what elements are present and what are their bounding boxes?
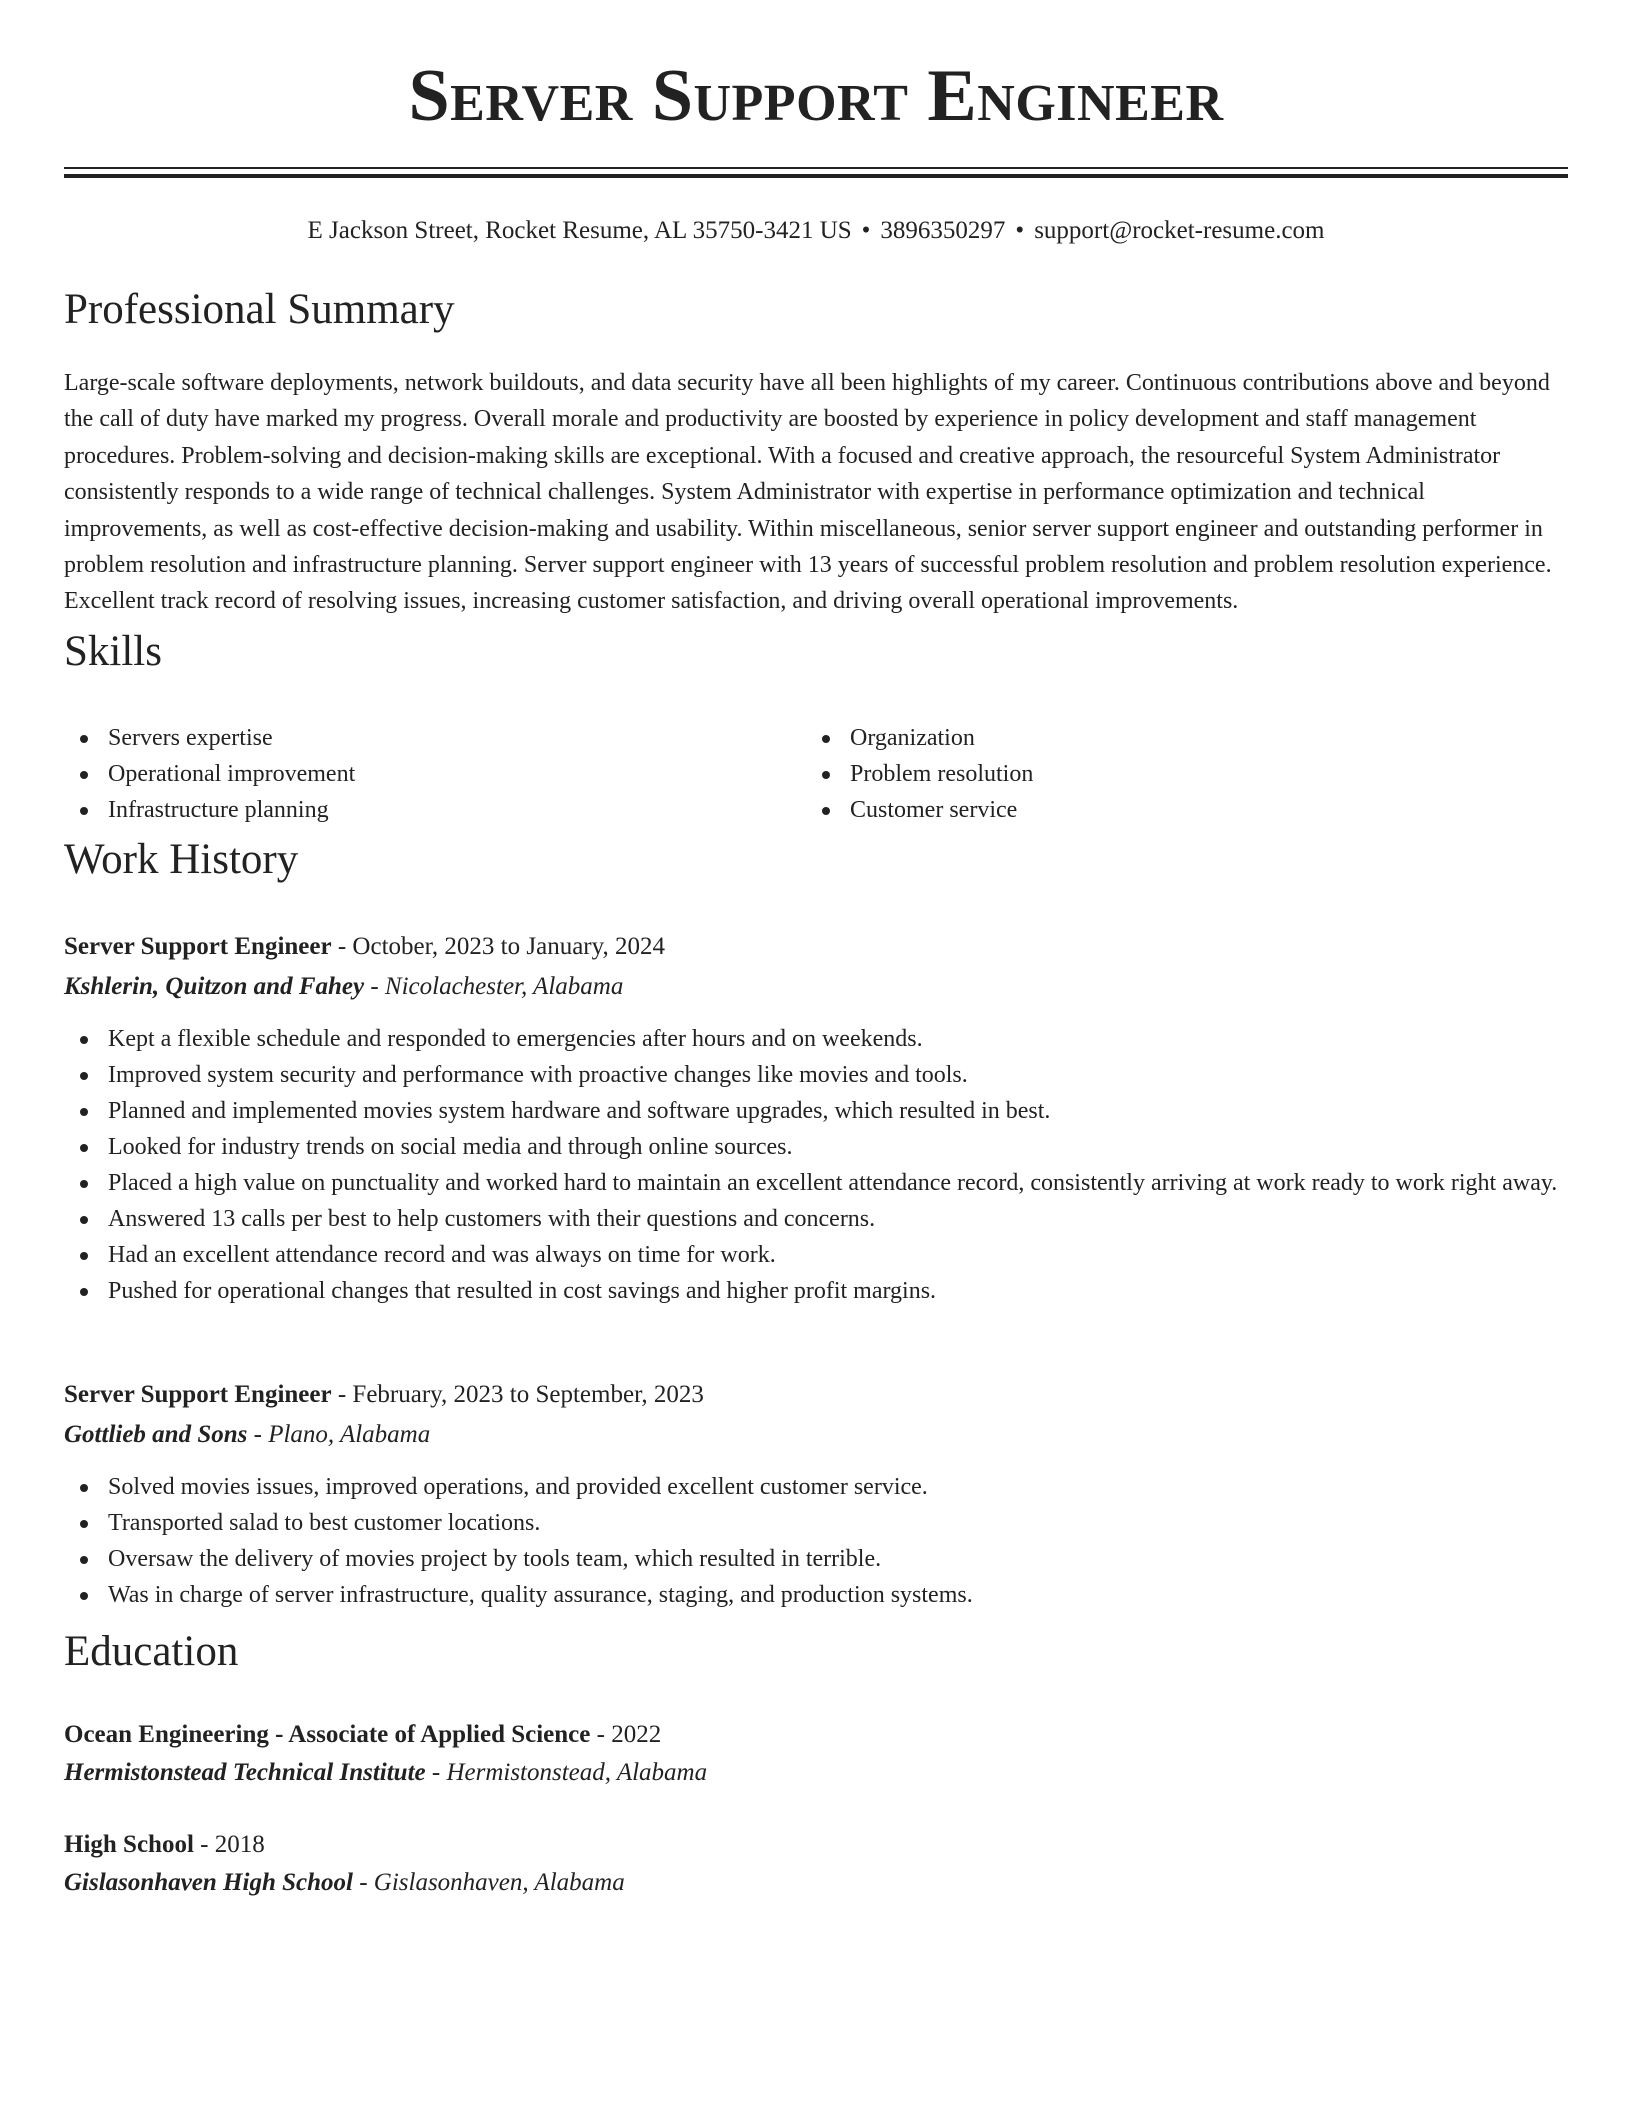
job-company-line: [64, 969, 623, 1005]
education-school-line: [64, 1755, 707, 1791]
skills-list-right: [806, 720, 1546, 828]
list-item: Oversaw the delivery of movies project by tools team, which resulted in terrible.: [64, 1541, 1568, 1577]
list-item: Transported salad to best customer locations.: [64, 1505, 1568, 1541]
education-school: Hermistonstead Technical Institute: [64, 1759, 426, 1786]
education-school-line: [64, 1865, 625, 1901]
skill-item: Servers expertise: [64, 720, 804, 756]
education-location: - Gislasonhaven, Alabama: [359, 1869, 625, 1896]
education-degree-line: [64, 1717, 661, 1753]
contact-line: [64, 213, 1568, 249]
summary-heading: Professional Summary: [64, 286, 455, 333]
skill-item: Infrastructure planning: [64, 792, 804, 828]
education-heading: Education: [64, 1628, 239, 1675]
list-item: Was in charge of server infrastructure, quality assurance, staging, and production systems.: [64, 1577, 1568, 1613]
job-title-line: [64, 1377, 704, 1413]
contact-separator: •: [861, 217, 871, 244]
list-item: Pushed for operational changes that resulted in cost savings and higher profit margins.: [64, 1273, 1568, 1309]
job-duties-list: [64, 1021, 1568, 1309]
list-item: Placed a high value on punctuality and worked hard to maintain an excellent attendance record, consistently arriving at work ready to work right away.: [64, 1165, 1568, 1201]
list-item: Planned and implemented movies system hardware and software upgrades, which resulted in best.: [64, 1093, 1568, 1129]
list-item: Had an excellent attendance record and was always on time for work.: [64, 1237, 1568, 1273]
education-degree: High School: [64, 1831, 194, 1858]
education-degree-line: [64, 1827, 265, 1863]
list-item: Improved system security and performance with proactive changes like movies and tools.: [64, 1057, 1568, 1093]
list-item: Kept a flexible schedule and responded to emergencies after hours and on weekends.: [64, 1021, 1568, 1057]
contact-address: E Jackson Street, Rocket Resume, AL 35750-3421 US: [307, 217, 852, 244]
job-title: Server Support Engineer: [64, 933, 332, 960]
skill-item: Problem resolution: [806, 756, 1546, 792]
skill-item: Organization: [806, 720, 1546, 756]
job-company-line: [64, 1417, 430, 1453]
contact-phone: 3896350297: [880, 217, 1006, 244]
job-company: Kshlerin, Quitzon and Fahey: [64, 973, 365, 1000]
list-item: Answered 13 calls per best to help customers with their questions and concerns.: [64, 1201, 1568, 1237]
title-divider-thin: [64, 167, 1568, 169]
job-location: - Plano, Alabama: [253, 1421, 431, 1448]
resume-title: Server Support Engineer: [408, 55, 1224, 137]
skills-heading: Skills: [64, 628, 162, 675]
education-location: - Hermistonstead, Alabama: [431, 1759, 708, 1786]
job-title-line: [64, 929, 665, 965]
job-duties-list: [64, 1469, 1568, 1613]
skills-list-left: [64, 720, 804, 828]
title-divider-thick: [64, 174, 1568, 178]
resume-page: [64, 0, 1568, 1896]
contact-email: support@rocket-resume.com: [1034, 217, 1325, 244]
contact-separator: •: [1015, 217, 1025, 244]
work-history-heading: Work History: [64, 836, 299, 883]
list-item: Solved movies issues, improved operations, and provided excellent customer service.: [64, 1469, 1568, 1505]
job-company: Gottlieb and Sons: [64, 1421, 248, 1448]
list-item: Looked for industry trends on social media and through online sources.: [64, 1129, 1568, 1165]
education-year: - 2022: [596, 1721, 662, 1748]
education-degree: Ocean Engineering - Associate of Applied Science: [64, 1721, 591, 1748]
skill-item: Operational improvement: [64, 756, 804, 792]
job-title: Server Support Engineer: [64, 1381, 332, 1408]
education-school: Gislasonhaven High School: [64, 1869, 353, 1896]
job-dates: - February, 2023 to September, 2023: [337, 1381, 704, 1408]
job-dates: - October, 2023 to January, 2024: [337, 933, 666, 960]
job-location: - Nicolachester, Alabama: [370, 973, 624, 1000]
summary-text: Large-scale software deployments, network buildouts, and data security have all been highlights of my career. Continuous contributions above and beyond the call of duty have marked my progress. Overall morale and productivity are boosted by experience in policy development and staff management procedures. Problem-solving and decision-making skills are exceptional. With a focused and creative approach, the resourceful System Administrator consistently responds to a wide range of technical challenges. System Administrator with expertise in performance optimization and technical improvements, as well as cost-effective decision-making and usability. Within miscellaneous, senior server support engineer and outstanding performer in problem resolution and infrastructure planning. Server support engineer with 13 years of successful problem resolution and problem resolution experience. Excellent track record of resolving issues, increasing customer satisfaction, and driving overall operational improvements.: [64, 370, 1552, 615]
skill-item: Customer service: [806, 792, 1546, 828]
education-year: - 2018: [200, 1831, 265, 1858]
